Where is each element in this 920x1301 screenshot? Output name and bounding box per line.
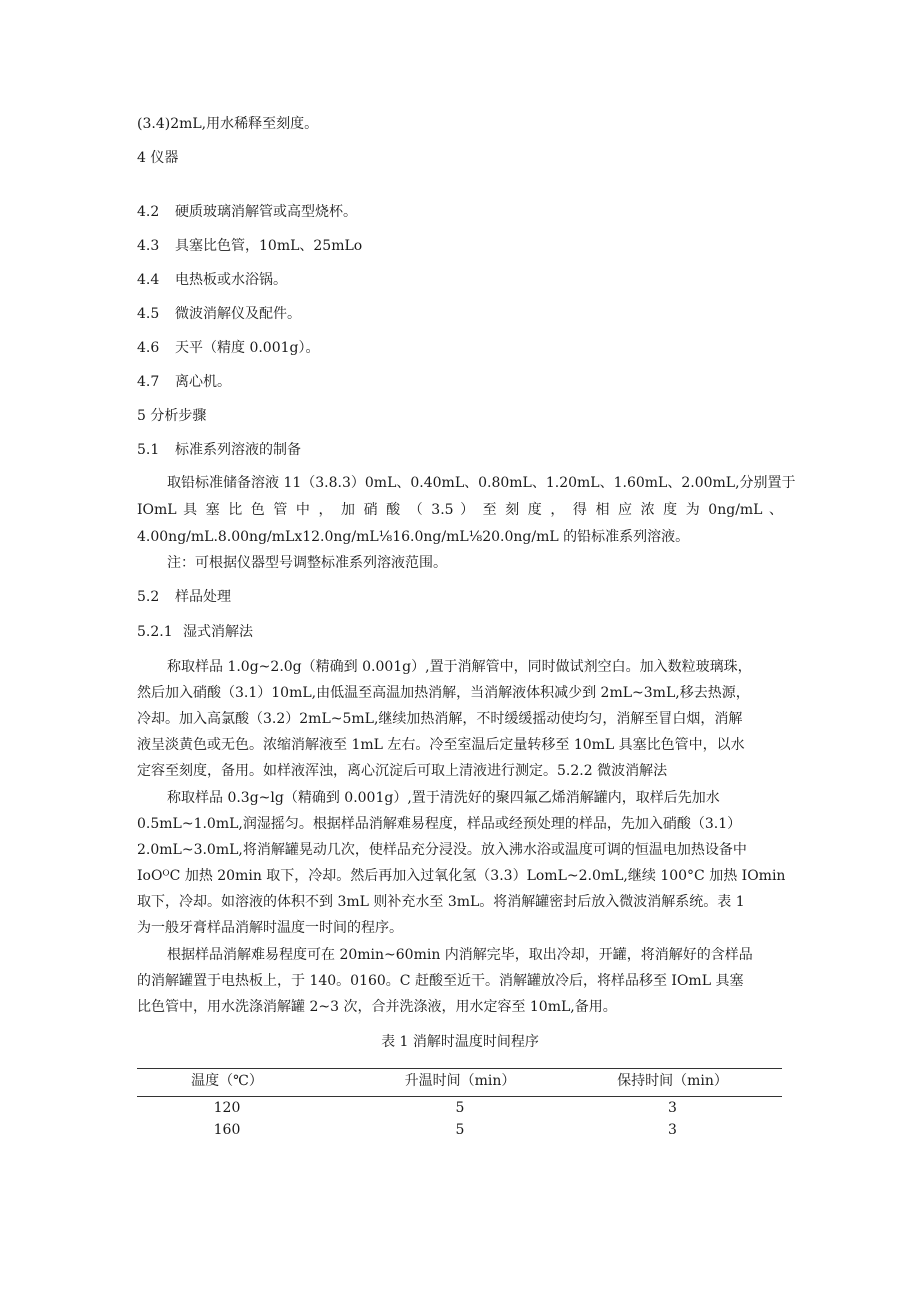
table-cell: 5 (455, 1122, 465, 1138)
paragraph-line: 0.5mL~1.0mL,润湿摇匀。根据样品消解难易程度，样品或经预处理的样品，先加入硝酸（3.1） (137, 816, 742, 832)
item-text: 微波消解仪及配件。 (175, 306, 301, 322)
equipment-item (137, 372, 231, 392)
subsection-heading (137, 440, 301, 460)
table-header: 升温时间（min） (404, 1073, 516, 1089)
table-cell: 5 (455, 1100, 465, 1116)
subsection-number: 5.2.1 (137, 624, 173, 640)
item-number: 4.5 (137, 306, 160, 322)
equipment-item (137, 270, 287, 290)
table-header-rule (137, 1096, 782, 1097)
table-caption: 表 1 消解时温度时间程序 (381, 1034, 539, 1050)
subsection-number: 5.1 (137, 442, 160, 458)
paragraph-line: 冷却。加入高氯酸（3.2）2mL~5mL,继续加热消解，不时缓缓摇动使均匀，消解至冒白烟，消解 (137, 711, 743, 727)
equipment-item (137, 304, 301, 324)
subsection-heading (137, 622, 253, 642)
subsection-number: 5.2 (137, 589, 160, 605)
item-text: 电热板或水浴锅。 (175, 272, 287, 288)
item-number: 4.4 (137, 272, 160, 288)
subsection-title: 湿式消解法 (183, 624, 253, 640)
equipment-item (137, 236, 362, 256)
table-header: 温度（℃） (191, 1073, 263, 1089)
equipment-item (137, 338, 320, 358)
subsection-title: 样品处理 (175, 589, 231, 605)
text-line: (3.4)2mL,用水稀释至刻度。 (137, 116, 319, 132)
paragraph-line: 的消解罐置于电热板上，于 140。0160。C 赶酸至近干。消解罐放冷后，将样品移至 IOmL 具塞 (137, 973, 744, 989)
paragraph-line: 取下，冷却。如溶液的体积不到 3mL 则补充水至 3mL。将消解罐密封后放入微波消解系统。表 1 (137, 894, 745, 910)
table-cell: 3 (668, 1100, 677, 1116)
subsection-title: 标准系列溶液的制备 (175, 442, 301, 458)
note: 注：可根据仪器型号调整标准系列溶液范围。 (167, 555, 447, 571)
item-text: 离心机。 (175, 374, 231, 390)
item-number: 4.6 (137, 340, 160, 356)
paragraph-line: 比色管中，用水洗涤消解罐 2~3 次，合并洗涤液，用水定容至 10mL,备用。 (137, 999, 617, 1015)
section-heading-4: 4 仪器 (137, 150, 179, 166)
paragraph-line: 2.0mL~3.0mL,将消解罐晃动几次，使样品充分浸没。放入沸水浴或温度可调的恒温电加热设备中 (137, 842, 747, 858)
paragraph-line: 定容至刻度，备用。如样液浑浊，离心沉淀后可取上清液进行测定。5.2.2 微波消解法 (137, 763, 668, 779)
table-cell: 120 (213, 1100, 241, 1116)
paragraph-line: 4.00ng/mL.8.00ng/mLx12.0ng/mL⅛16.0ng/mL⅛20.0ng/mL 的铅标准系列溶液。 (137, 529, 690, 545)
paragraph-line: 取铅标准储备溶液 11（3.8.3）0mL、0.40mL、0.80mL、1.20mL、1.60mL、2.00mL,分别置于 (167, 475, 796, 491)
table-top-rule (137, 1068, 782, 1069)
item-number: 4.7 (137, 374, 160, 390)
section-heading-5: 5 分析步骤 (137, 408, 207, 424)
item-number: 4.2 (137, 204, 160, 220)
item-text: 具塞比色管，10mL、25mLo (175, 238, 363, 254)
table-cell: 160 (213, 1122, 241, 1138)
subsection-heading (137, 587, 231, 607)
paragraph-line: 为一般牙膏样品消解时温度一时间的程序。 (137, 920, 403, 936)
paragraph-line: 然后加入硝酸（3.1）10mL,由低温至高温加热消解，当消解液体积减少到 2mL~3mL,移去热源， (137, 685, 750, 701)
item-text: 硬质玻璃消解管或高型烧杯。 (175, 204, 357, 220)
item-number: 4.3 (137, 238, 160, 254)
paragraph-line: 液呈淡黄色或无色。浓缩消解液至 1mL 左右。冷至室温后定量转移至 10mL 具塞比色管中，以水 (137, 737, 745, 753)
paragraph-line: 根据样品消解难易程度可在 20min~60min 内消解完毕，取出冷却，开罐，将消解好的含样品 (167, 947, 753, 963)
paragraph-line: IoOᴼC 加热 20min 取下，冷却。然后再加入过氧化氢（3.3）LomL~2.0mL,继续 100°C 加热 IOmin (137, 868, 786, 884)
table-cell: 3 (668, 1122, 677, 1138)
paragraph-line: IOmL 具 塞 比 色 管 中 ， 加 硝 酸 （ 3.5 ） 至 刻 度 ， 得 相 应 浓 度 为 0ng/mL 、 (137, 502, 783, 518)
paragraph-line: 称取样品 1.0g~2.0g（精确到 0.001g）,置于消解管中，同时做试剂空白。加入数粒玻璃珠， (167, 659, 752, 675)
equipment-item (137, 202, 357, 222)
paragraph-line: 称取样品 0.3g~lg（精确到 0.001g）,置于清洗好的聚四氟乙烯消解罐内，取样后先加水 (167, 790, 720, 806)
table-header: 保持时间（min） (617, 1073, 728, 1089)
item-text: 天平（精度 0.001g）。 (175, 340, 320, 356)
